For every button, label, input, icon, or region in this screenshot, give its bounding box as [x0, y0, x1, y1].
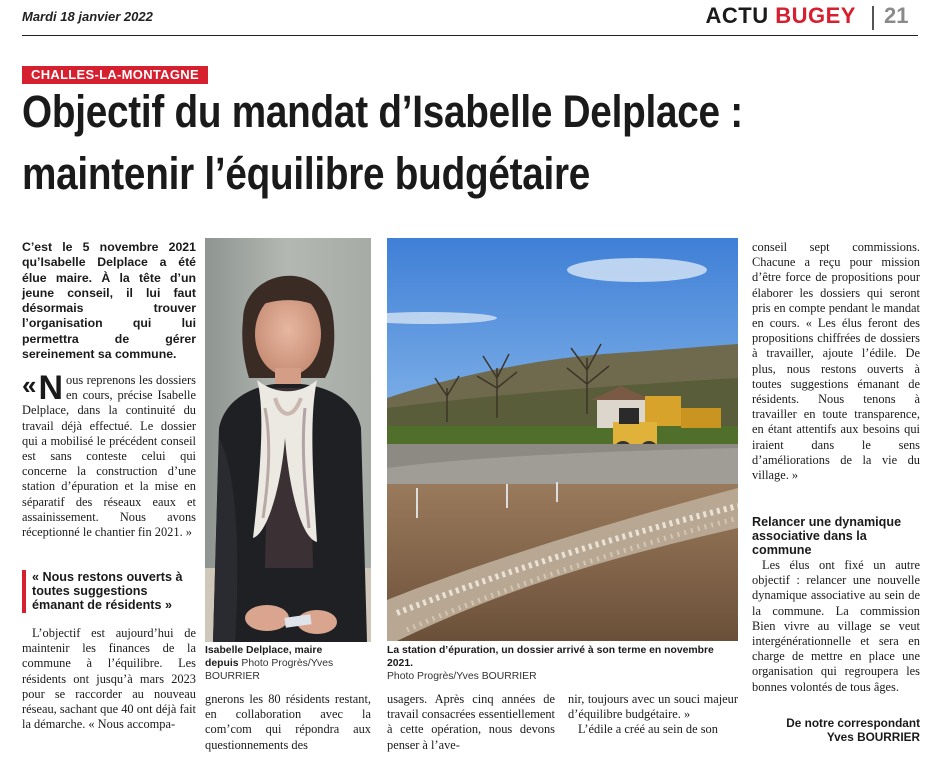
- headline-line-1: Objectif du mandat d’Isabelle Delplace :: [22, 86, 743, 137]
- byline-author: Yves BOURRIER: [826, 730, 920, 745]
- column-5b-text: Les élus ont fixé un autre objectif : relancer une nouvelle dynamique associative au sein de la commune. La commission Bien vivre au village se veut intergénérationnelle et sera en charge de mettre en place une organisation qui regroupera les bonnes volontés de tous âges.: [752, 558, 920, 694]
- station-photo: [387, 238, 738, 641]
- article-column-5: [752, 240, 920, 483]
- header-separator: [872, 6, 874, 30]
- column-3-text: usagers. Après cinq années de travail consacrées essentiellement à cette opération, nous devons penser à l’ave-: [387, 692, 555, 752]
- station-caption: [387, 644, 739, 683]
- article-column-1: [22, 369, 196, 540]
- portrait-photo-image: [205, 238, 371, 642]
- byline: [752, 716, 920, 745]
- article-column-5-continued: [752, 558, 920, 695]
- page-number: 21: [884, 3, 909, 28]
- headline-line-2: maintenir l’équilibre budgétaire: [22, 148, 591, 199]
- column-5-text: conseil sept commissions. Chacune a reçu pour mission d’être force de propositions pour élaborer les dossiers qui seront pris en compte pendant le mandat en cours. « Les élus feront des propositions chiffrées de dossiers à travailler, ajoute l’édile. De plus, nous restons ouverts à toutes suggestions émanant de résidents. Nous tenons à travailler en toute transparence, en étant attentifs aux besoins qui iraient dans le sens d’améliorations de la vie du village. »: [752, 240, 920, 483]
- column-2-text: gnerons les 80 résidents restant, en collaboration avec la com’com qui répondra aux questionnements des: [205, 692, 371, 752]
- byline-role: De notre correspondant: [786, 716, 920, 730]
- portrait-photo-credit: Photo Progrès/Yves BOURRIER: [205, 658, 334, 682]
- article-lead: C’est le 5 novembre 2021 qu’Isabelle Delplace a été élue maire. À la tête d’un jeune conseil, il lui faut désormais trouver l’organisation qui lui permettra de gérer sereinement sa commune.: [22, 240, 196, 362]
- issue-date: Mardi 18 janvier 2022: [22, 9, 153, 24]
- article-column-2: [205, 692, 371, 753]
- drop-cap: N: [38, 369, 64, 407]
- subheading: Relancer une dynamique associative dans la commune: [752, 515, 902, 558]
- portrait-caption-depuis: depuis: [205, 658, 239, 669]
- pull-quote: « Nous restons ouverts à toutes suggestions émanant de résidents »: [22, 570, 202, 613]
- column-4-text-a: nir, toujours avec un souci majeur d’équilibre budgétaire. »: [568, 692, 738, 722]
- location-kicker: CHALLES-LA-MONTAGNE: [22, 66, 208, 84]
- article-column-3: [387, 692, 555, 753]
- portrait-caption-title: Isabelle Delplace, maire: [205, 645, 323, 656]
- station-photo-image: [387, 238, 738, 641]
- header-rule: [22, 35, 918, 36]
- brand-bugey: BUGEY: [775, 3, 856, 28]
- column-4-text-b: L’édile a créé au sein de son: [578, 722, 718, 737]
- section-brand: [706, 3, 856, 29]
- portrait-photo: [205, 238, 371, 642]
- opening-quote-mark: «: [22, 370, 37, 400]
- brand-actu: ACTU: [705, 3, 769, 28]
- portrait-caption: [205, 644, 375, 683]
- article-column-4: [568, 692, 738, 738]
- station-caption-text: La station d’épuration, un dossier arrivé à son terme en novembre 2021.: [387, 645, 714, 669]
- column-1-text: ous reprenons les dossiers en cours, précise Isabelle Delplace, dans la continuité du travail déjà effectué. Le dossier qui a mobilisé le précédent conseil est sans conteste celui qui concerne la construction d’une station d’épuration et la mise en séparatif des réseaux eaux et assainissement. Nous avons réceptionné le chantier fin 2021. »: [22, 373, 196, 540]
- article-column-1-continued: [22, 626, 196, 732]
- column-1b-text: L’objectif est aujourd’hui de maintenir les finances de la commune à l’équilibre. Les résidents ont jusqu’à mars 2023 pour se raccorder au nouveau réseau, sachant que 40 ont déjà fait la démarche. « Nous accompa-: [22, 626, 196, 732]
- station-photo-credit: Photo Progrès/Yves BOURRIER: [387, 671, 537, 682]
